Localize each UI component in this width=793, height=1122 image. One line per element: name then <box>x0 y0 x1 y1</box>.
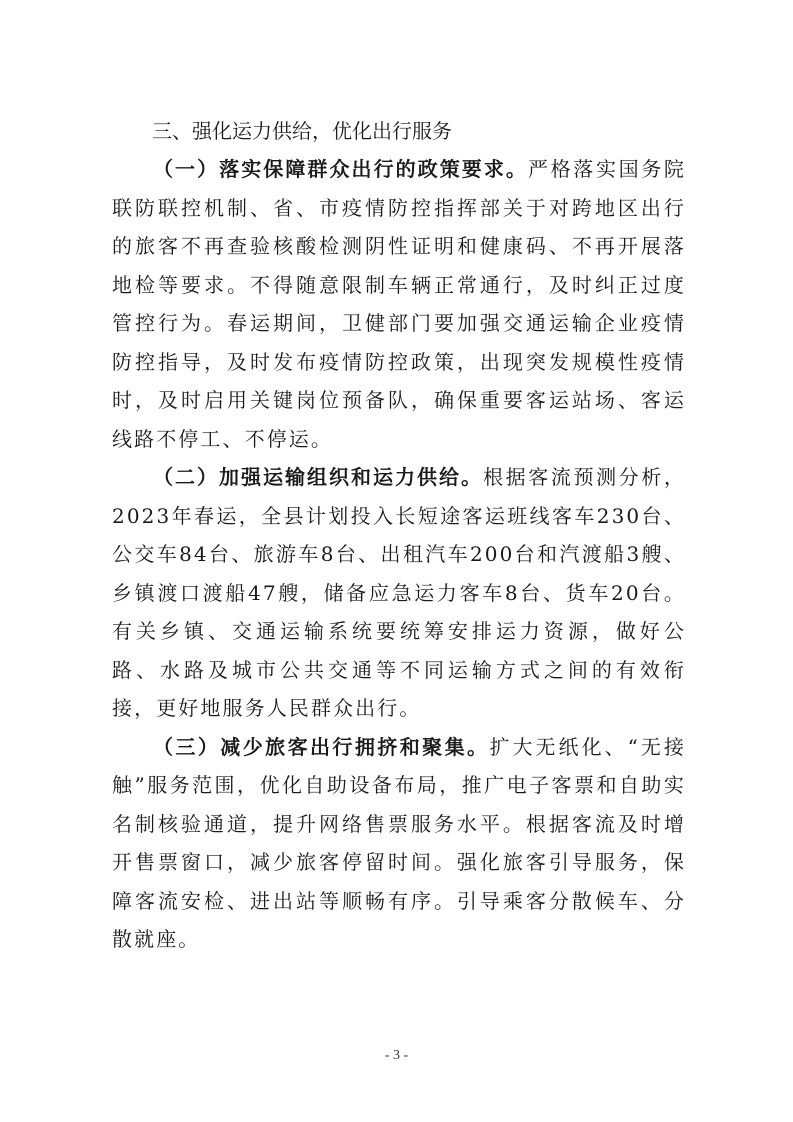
paragraph-body: 严格落实国务院联防联控机制、省、市疫情防控指挥部关于对跨地区出行的旅客不再查验核酸检测阴性证明和健康码、不再开展落地检等要求。不得随意限制车辆正常通行，及时纠正过度管控行为。春运期间，卫健部门要加强交通运输企业疫情防控指导，及时发布疫情防控政策，出现突发规模性疫情时，及时启用关键岗位预备队，确保重要客运站场、客运线路不停工、不停运。 <box>112 157 687 451</box>
paragraph-capacity <box>112 458 686 728</box>
section-heading: 三、强化运力供给，优化出行服务 <box>152 119 452 143</box>
paragraph-body: 根据客流预测分析，2023年春运，全县计划投入长短途客运班线客车230台、公交车84台、旅游车8台、出租汽车200台和汽渡船3艘、乡镇渡口渡船47艘，储备应急运力客车8台、货车20台。有关乡镇、交通运输系统要统筹安排运力资源，做好公路、水路及城市公共交通等不同运输方式之间的有效衔接，更好地服务人民群众出行。 <box>112 465 686 720</box>
paragraph-lead: （一）落实保障群众出行的政策要求。 <box>153 157 528 181</box>
paragraph-lead: （二）加强运输组织和运力供给。 <box>153 465 484 489</box>
paragraph-lead: （三）减少旅客出行拥挤和聚集。 <box>153 734 490 759</box>
page-number: - 3 - <box>384 1048 409 1063</box>
paragraph-body: 扩大无纸化、“无接触”服务范围，优化自助设备布局，推广电子客票和自助实名制核验通道，提升网络售票服务水平。根据客流及时增开售票窗口，减少旅客停留时间。强化旅客引导服务，保障客流安检、进出站等顺畅有序。引导乘客分散候车、分散就座。 <box>112 734 687 951</box>
paragraph-crowding <box>112 728 686 959</box>
document-page <box>112 112 686 959</box>
paragraph-policy <box>112 150 686 458</box>
